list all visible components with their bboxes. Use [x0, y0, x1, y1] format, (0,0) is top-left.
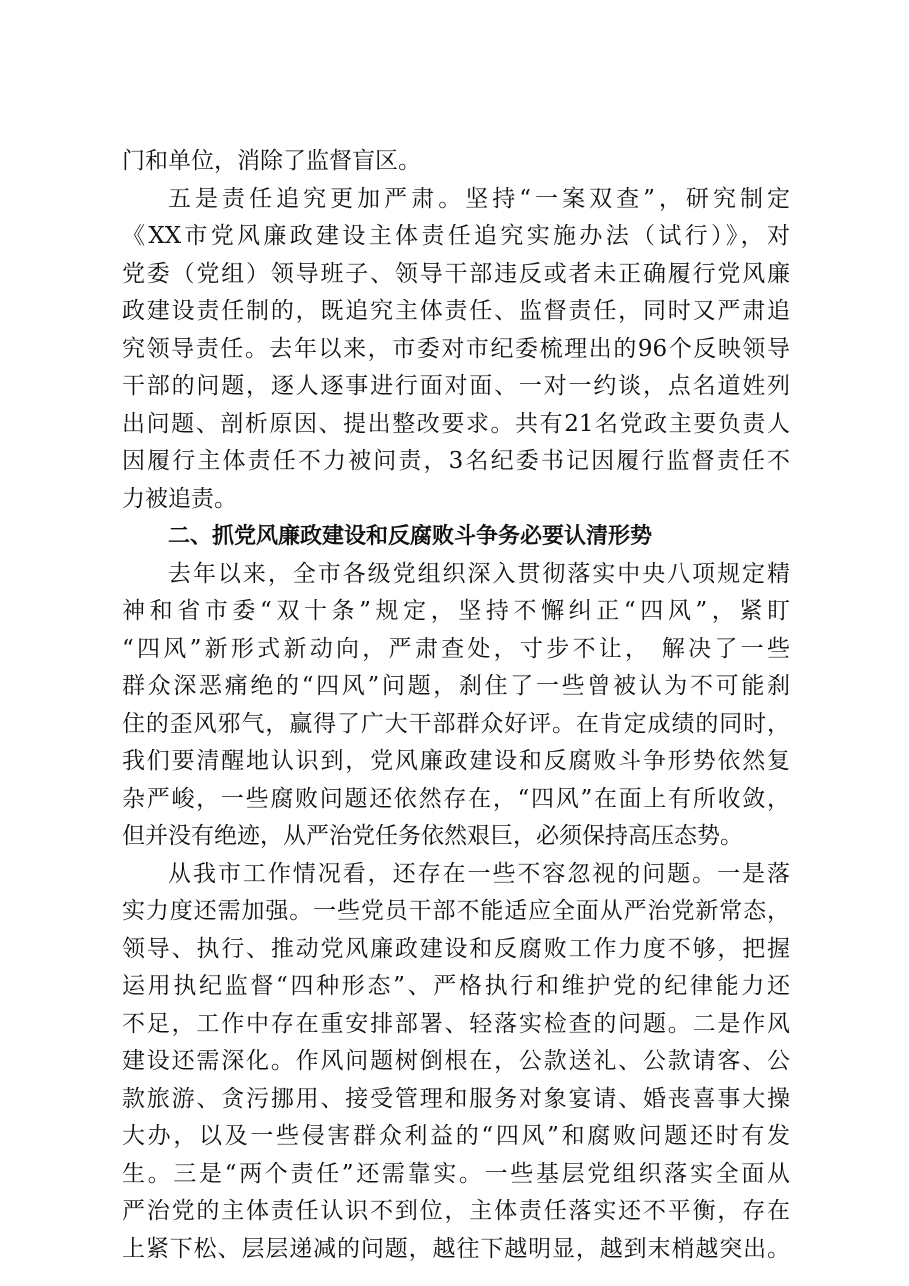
paragraph-line: 严治党的主体责任认识不到位，主体责任落实还不平衡，存在 — [122, 1198, 790, 1224]
paragraph-line: 住的歪风邪气，赢得了广大干部群众好评。在肯定成绩的同时， — [122, 710, 790, 737]
paragraph-line: 杂严峻，一些腐败问题还依然存在，“四风”在面上有所收敛， — [122, 785, 790, 812]
paragraph-line: 究领导责任。去年以来，市委对市纪委梳理出的96个反映领导 — [122, 335, 790, 362]
paragraph-line: 领导、执行、推动党风廉政建设和反腐败工作力度不够，把握 — [122, 935, 790, 962]
paragraph-line: 《XX市党风廉政建设主体责任追究实施办法（试行）》，对 — [122, 223, 790, 249]
paragraph-line: 因履行主体责任不力被问责，3名纪委书记因履行监督责任不 — [122, 448, 790, 474]
paragraph-line: 干部的问题，逐人逐事进行面对面、一对一约谈，点名道姓列 — [122, 373, 790, 399]
paragraph-line: 神和省市委“双十条”规定，坚持不懈纠正“四风”，紧盯 — [122, 598, 790, 624]
paragraph-line: 五是责任追究更加严肃。坚持“一案双查”，研究制定 — [168, 185, 790, 212]
paragraph-line: 大办，以及一些侵害群众利益的“四风”和腐败问题还时有发 — [122, 1123, 790, 1149]
paragraph-line: 建设还需深化。作风问题树倒根在，公款送礼、公款请客、公 — [122, 1048, 790, 1074]
section-heading: 二、抓党风廉政建设和反腐败斗争务必要认清形势 — [168, 524, 653, 549]
paragraph-line: 款旅游、贪污挪用、接受管理和服务对象宴请、婚丧喜事大操 — [122, 1085, 790, 1112]
paragraph-line: 但并没有绝迹，从严治党任务依然艰巨，必须保持高压态势。 — [122, 823, 743, 849]
paragraph-line: 门和单位，消除了监督盲区。 — [122, 148, 421, 174]
paragraph-line: “四风”新形式新动向，严肃查处，寸步不让， 解决了一些 — [122, 635, 790, 662]
paragraph-line: 党委（党组）领导班子、领导干部违反或者未正确履行党风廉 — [122, 260, 790, 287]
paragraph-line: 去年以来，全市各级党组织深入贯彻落实中央八项规定精 — [168, 560, 790, 587]
paragraph-line: 从我市工作情况看，还存在一些不容忽视的问题。一是落 — [168, 860, 790, 887]
paragraph-line: 我们要清醒地认识到，党风廉政建设和反腐败斗争形势依然复 — [122, 748, 790, 774]
document-body — [122, 143, 790, 1268]
paragraph-line: 实力度还需加强。一些党员干部不能适应全面从严治党新常态， — [122, 898, 790, 924]
paragraph-line: 群众深恶痛绝的“四风”问题，刹住了一些曾被认为不可能刹 — [122, 673, 790, 699]
paragraph-line: 生。三是“两个责任”还需靠实。一些基层党组织落实全面从 — [122, 1160, 790, 1187]
paragraph-line: 政建设责任制的，既追究主体责任、监督责任，同时又严肃追 — [122, 298, 790, 324]
paragraph-line: 出问题、剖析原因、提出整改要求。共有21名党政主要负责人 — [122, 410, 790, 437]
paragraph-line: 不足，工作中存在重安排部署、轻落实检查的问题。二是作风 — [122, 1010, 790, 1037]
paragraph-line: 力被追责。 — [122, 485, 237, 512]
paragraph-line: 运用执纪监督“四种形态”、严格执行和维护党的纪律能力还 — [122, 973, 790, 999]
paragraph-line: 上紧下松、层层递减的问题，越往下越明显，越到末梢越突出。 — [122, 1235, 790, 1262]
